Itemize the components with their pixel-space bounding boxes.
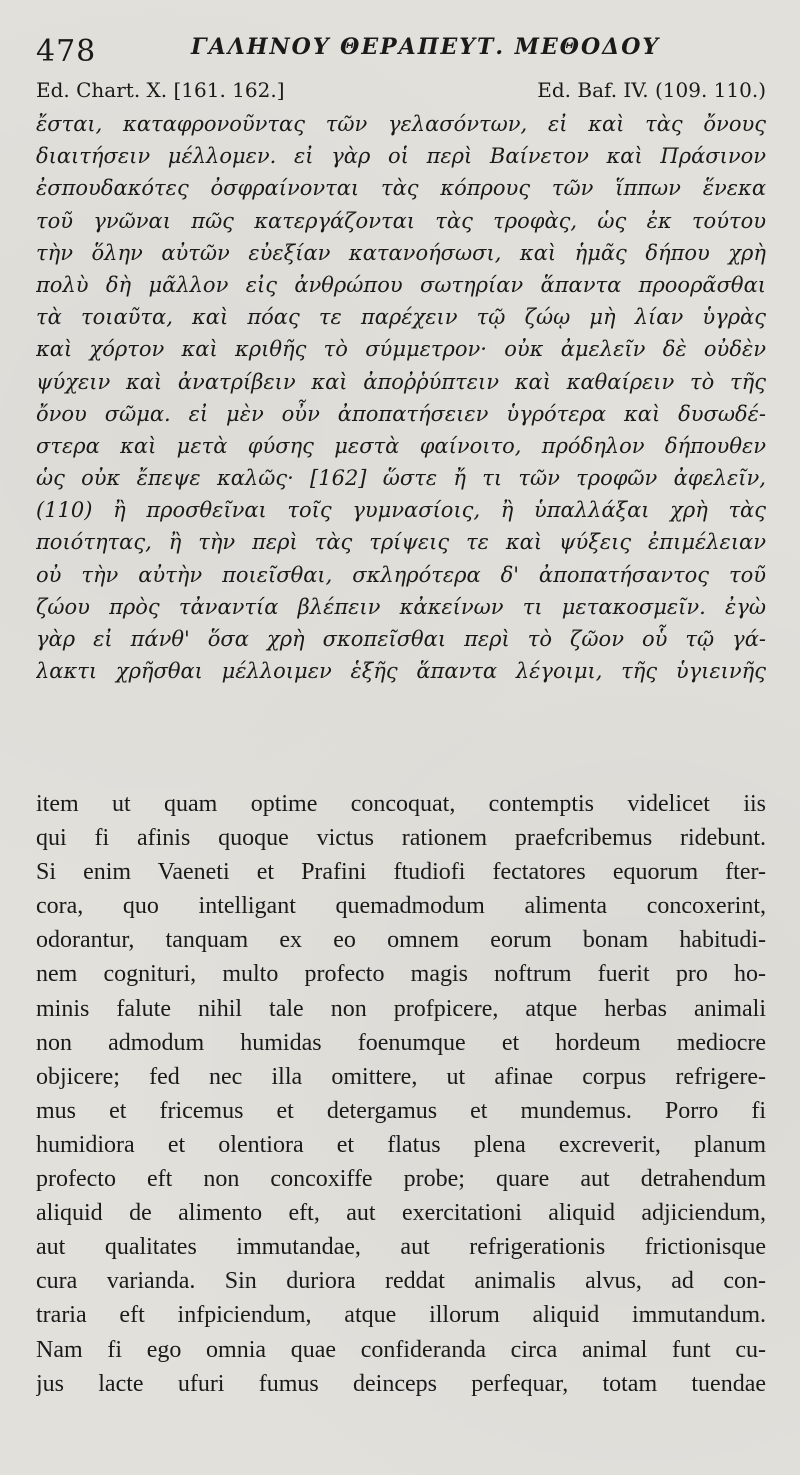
latin-text-line: objicere; fed nec illa omittere, ut afinae corpus refrigere- bbox=[36, 1063, 766, 1090]
page-number: 478 bbox=[36, 34, 97, 69]
latin-text-line: jus lacte ufuri fumus deinceps perfequar, totam tuendae bbox=[36, 1370, 766, 1397]
greek-text-line: ἐσπουδακότες ὀσφραίνονται τὰς κόπρους τῶν ἵππων ἕνεκα bbox=[36, 176, 766, 201]
greek-text-line: γὰρ εἰ πάνθ' ὅσα χρὴ σκοπεῖσθαι περὶ τὸ ζῶον οὗ τῷ γά- bbox=[36, 627, 766, 651]
greek-text-block bbox=[36, 108, 766, 687]
latin-text-line: profecto eft non concoxiffe probe; quare aut detrahendum bbox=[36, 1166, 766, 1193]
latin-text-line: aliquid de alimento eft, aut exercitationi aliquid adjiciendum, bbox=[36, 1200, 766, 1227]
greek-text-line: καὶ χόρτον καὶ κριθῆς τὸ σύμμετρον· οὐκ ἀμελεῖν δὲ οὐδὲν bbox=[36, 337, 766, 362]
greek-text-line: οὐ τὴν αὐτὴν ποιεῖσθαι, σκληρότερα δ' ἀποπατήσαντος τοῦ bbox=[36, 562, 766, 587]
latin-text-line: non admodum humidas foenumque et hordeum mediocre bbox=[36, 1029, 766, 1056]
greek-text-line: λακτι χρῆσθαι μέλλοιμεν ἑξῆς ἅπαντα λέγοιμι, τῆς ὑγιεινῆς bbox=[36, 659, 766, 684]
latin-text-line: humidiora et olentiora et flatus plena excreverit, planum bbox=[36, 1131, 766, 1158]
greek-text-line: (110) ἢ προσθεῖναι τοῖς γυμνασίοις, ἢ ὑπαλλάξαι χρὴ τὰς bbox=[36, 498, 766, 523]
edition-reference-line bbox=[36, 78, 766, 108]
greek-text-line: στερα καὶ μετὰ φύσης μεστὰ φαίνοιτο, πρόδηλον δήπουθεν bbox=[36, 433, 766, 458]
latin-text-line: Nam fi ego omnia quae confideranda circa animal funt cu- bbox=[36, 1336, 766, 1363]
latin-text-line: cora, quo intelligant quemadmodum alimenta concoxerint, bbox=[36, 893, 766, 920]
greek-text-line: ψύχειν καὶ ἀνατρίβειν καὶ ἀποῤῥύπτειν καὶ καθαίρειν τὸ τῆς bbox=[36, 369, 766, 394]
greek-text-line: ὡς οὐκ ἔπεψε καλῶς· [162] ὥστε ἤ τι τῶν τροφῶν ἀφελεῖν, bbox=[36, 466, 766, 491]
greek-text-line: τὴν ὅλην αὐτῶν εὐεξίαν κατανοήσωσι, καὶ ἡμᾶς δήπου χρὴ bbox=[36, 240, 766, 265]
running-title: ΓΑΛΗΝΟΥ ΘΕΡΑΠΕΥΤ. ΜΕΘΟΔΟΥ bbox=[191, 34, 661, 60]
edition-basel-ref: Ed. Baf. IV. (109. 110.) bbox=[537, 78, 766, 102]
running-head bbox=[36, 30, 766, 70]
latin-text-line: aut qualitates immutandae, aut refrigerationis frictionisque bbox=[36, 1234, 766, 1261]
greek-text-line: ἔσται, καταφρονοῦντας τῶν γελασόντων, εἰ καὶ τὰς ὄνους bbox=[36, 112, 766, 136]
latin-text-line: mus et fricemus et detergamus et mundemus. Porro fi bbox=[36, 1097, 766, 1124]
edition-chartier-ref: Ed. Chart. X. [161. 162.] bbox=[36, 78, 285, 102]
greek-text-line: τὰ τοιαῦτα, καὶ πόας τε παρέχειν τῷ ζώῳ μὴ λίαν ὑγρὰς bbox=[36, 305, 766, 330]
greek-text-line: ζώου πρὸς τἀναντία βλέπειν κἀκείνων τι μετακοσμεῖν. ἐγὼ bbox=[36, 594, 766, 619]
latin-text-line: odorantur, tanquam ex eo omnem eorum bonam habitudi- bbox=[36, 927, 766, 954]
greek-text-line: πολὺ δὴ μᾶλλον εἰς ἀνθρώπου σωτηρίαν ἅπαντα προορᾶσθαι bbox=[36, 272, 766, 297]
latin-text-block bbox=[36, 787, 766, 1401]
greek-text-line: ποιότητας, ἢ τὴν περὶ τὰς τρίψεις τε καὶ ψύξεις ἐπιμέλειαν bbox=[36, 530, 766, 555]
latin-text-line: minis falute nihil tale non profpicere, atque herbas animali bbox=[36, 995, 766, 1022]
latin-text-line: cura varianda. Sin duriora reddat animalis alvus, ad con- bbox=[36, 1268, 766, 1295]
greek-text-line: διαιτήσειν μέλλομεν. εἰ γὰρ οἱ περὶ Βαίνετον καὶ Πράσινον bbox=[36, 144, 766, 169]
latin-text-line: item ut quam optime concoquat, contemptis videlicet iis bbox=[36, 791, 766, 817]
latin-text-line: Si enim Vaeneti et Prafini ftudiofi fectatores equorum fter- bbox=[36, 859, 766, 886]
latin-text-line: traria eft infpiciendum, atque illorum aliquid immutandum. bbox=[36, 1302, 766, 1329]
latin-text-line: nem cognituri, multo profecto magis noftrum fuerit pro ho- bbox=[36, 961, 766, 988]
greek-text-line: τοῦ γνῶναι πῶς κατεργάζονται τὰς τροφὰς, ὡς ἐκ τούτου bbox=[36, 208, 766, 233]
greek-text-line: ὄνου σῶμα. εἰ μὲν οὖν ἀποπατήσειεν ὑγρότερα καὶ δυσωδέ- bbox=[36, 401, 766, 426]
latin-text-line: qui fi afinis quoque victus rationem praefcribemus ridebunt. bbox=[36, 825, 766, 852]
